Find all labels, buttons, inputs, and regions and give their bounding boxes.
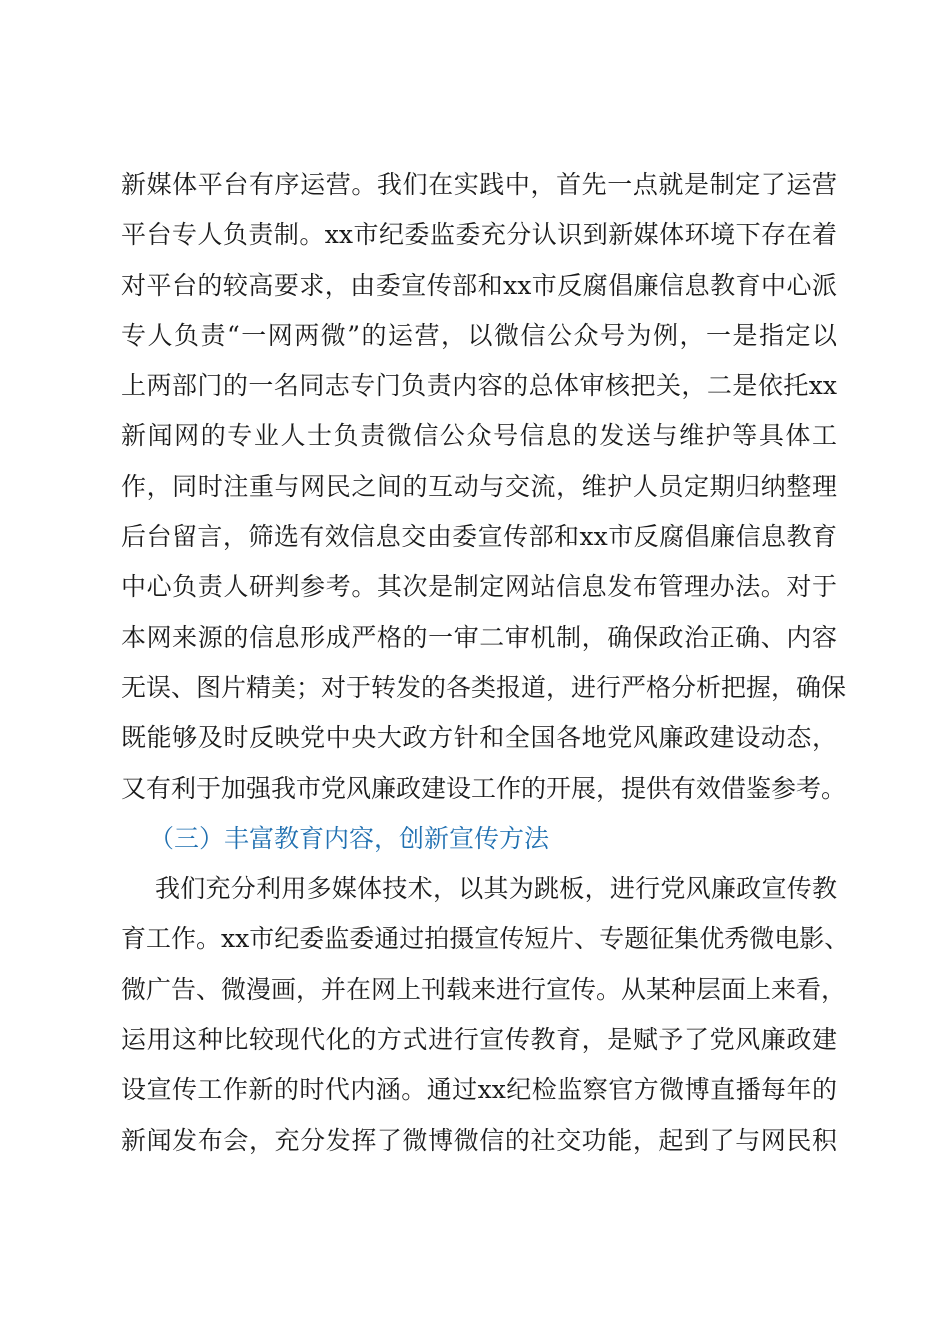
- body-text-line: 微广告、微漫画，并在网上刊载来进行宣传。从某种层面上来看，: [121, 974, 847, 1004]
- body-text-line: 新媒体平台有序运营。我们在实践中，首先一点就是制定了运营: [121, 170, 837, 199]
- body-text-line: 又有利于加强我市党风廉政建设工作的开展，提供有效借鉴参考。: [121, 773, 847, 803]
- body-text-line: 无误、图片精美；对于转发的各类报道，进行严格分析把握，确保: [121, 672, 847, 702]
- body-text-line: 新闻发布会，充分发挥了微博微信的社交功能，起到了与网民积: [121, 1125, 837, 1155]
- body-text-line: 既能够及时反映党中央大政方针和全国各地党风廉政建设动态，: [121, 723, 837, 753]
- body-text-line: 作，同时注重与网民之间的互动与交流，维护人员定期归纳整理: [121, 471, 837, 501]
- body-text-line: 平台专人负责制。xx市纪委监委充分认识到新媒体环境下存在着: [121, 220, 837, 250]
- body-text-line: 我们充分利用多媒体技术，以其为跳板，进行党风廉政宣传教: [155, 874, 837, 904]
- body-text-line: 上两部门的一名同志专门负责内容的总体审核把关，二是依托xx: [121, 371, 837, 401]
- body-text-line: 本网来源的信息形成严格的一审二审机制，确保政治正确、内容: [121, 622, 837, 652]
- body-text-line: 育工作。xx市纪委监委通过拍摄宣传短片、专题征集优秀微电影、: [121, 924, 850, 954]
- body-text-line: 设宣传工作新的时代内涵。通过xx纪检监察官方微博直播每年的: [121, 1075, 837, 1105]
- body-text-line: 后台留言，筛选有效信息交由委宣传部和xx市反腐倡廉信息教育: [121, 522, 837, 552]
- body-text-line: 运用这种比较现代化的方式进行宣传教育，是赋予了党风廉政建: [121, 1025, 837, 1055]
- document-body: [121, 160, 850, 1166]
- body-text-line: 新闻网的专业人士负责微信公众号信息的发送与维护等具体工: [121, 421, 837, 451]
- body-text-line: 专人负责“一网两微”的运营，以微信公众号为例，一是指定以: [121, 320, 837, 350]
- section-heading: （三）丰富教育内容，创新宣传方法: [149, 823, 550, 853]
- body-text-line: 中心负责人研判参考。其次是制定网站信息发布管理办法。对于: [121, 572, 837, 602]
- body-text-line: 对平台的较高要求，由委宣传部和xx市反腐倡廉信息教育中心派: [121, 270, 837, 300]
